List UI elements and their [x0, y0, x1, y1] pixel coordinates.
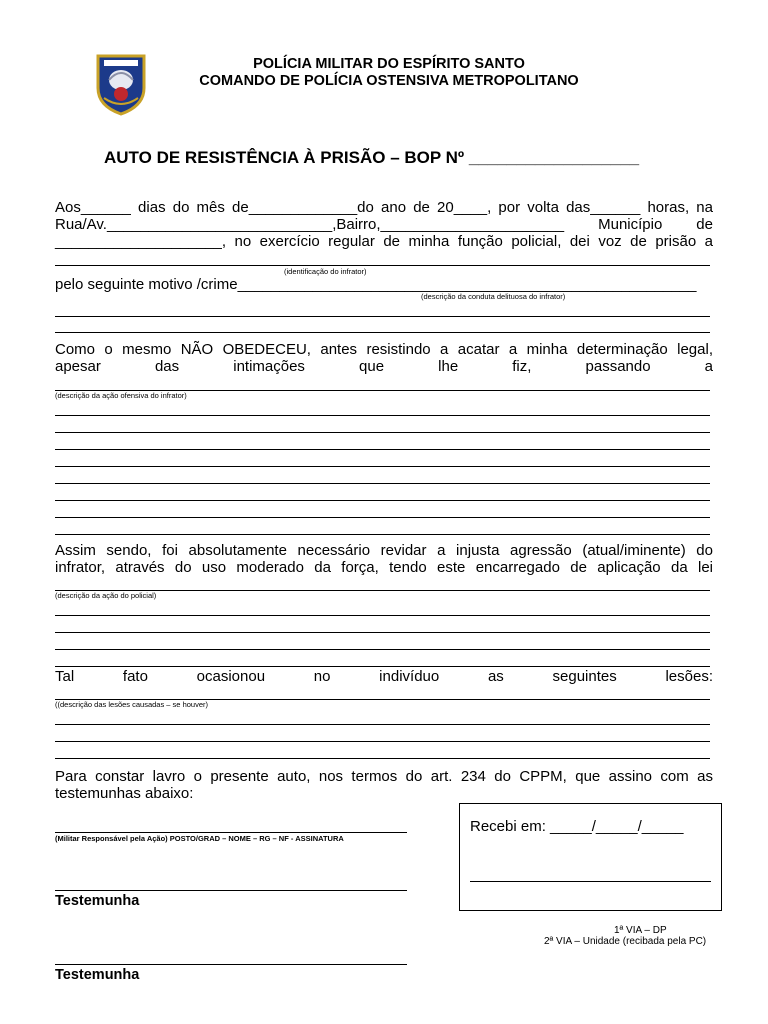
caption-conduta: (descrição da conduta delituosa do infrator)	[421, 292, 566, 301]
para1-line4: pelo seguinte motivo /crime_______________________________________________________	[55, 276, 697, 293]
blank-line[interactable]	[55, 415, 710, 416]
blank-line[interactable]	[55, 449, 710, 450]
witness-2-signature-line[interactable]	[55, 964, 407, 965]
blank-line[interactable]	[55, 534, 710, 535]
blank-line[interactable]	[55, 758, 710, 759]
caption-acao-ofensiva: (descrição da ação ofensiva do infrator)	[55, 391, 187, 400]
blank-line[interactable]	[55, 666, 710, 667]
para1-line3: ____________________, no exercício regular de minha função policial, dei voz de prisão a	[55, 233, 713, 250]
blank-line[interactable]	[55, 316, 710, 317]
blank-line[interactable]	[55, 500, 710, 501]
para5-line2: testemunhas abaixo:	[55, 785, 194, 802]
para1-line1: Aos______ dias do mês de_____________do ano de 20____, por volta das______ horas, na	[55, 199, 713, 216]
para2-line2: apesar das intimações que lhe fiz, passando a	[55, 358, 713, 375]
receipt-box	[459, 803, 722, 911]
blank-line[interactable]	[55, 741, 710, 742]
blank-line[interactable]	[55, 724, 710, 725]
caption-acao-policial: (descrição da ação do policial)	[55, 591, 157, 600]
responsible-signature-caption: (Militar Responsável pela Ação) POSTO/GRAD – NOME – RG – NF - ASSINATURA	[55, 834, 344, 843]
document-header	[0, 56, 768, 90]
witness-1-signature-line[interactable]	[55, 890, 407, 891]
blank-line[interactable]	[55, 483, 710, 484]
blank-line[interactable]	[55, 432, 710, 433]
para3-line2: infrator, através do uso moderado da força, tendo este encarregado de aplicação da lei	[55, 559, 713, 576]
caption-identificacao: (identificação do infrator)	[284, 267, 367, 276]
blank-line[interactable]	[55, 466, 710, 467]
para3-line1: Assim sendo, foi absolutamente necessário revidar a injusta agressão (atual/iminente) do	[55, 542, 713, 559]
blank-line[interactable]	[55, 632, 710, 633]
blank-line[interactable]	[55, 332, 710, 333]
receipt-date-label[interactable]: Recebi em: _____/_____/_____	[470, 818, 684, 835]
via-1-label: 1ª VIA – DP	[614, 925, 667, 936]
blank-line[interactable]	[55, 649, 710, 650]
receipt-signature-line[interactable]	[470, 881, 711, 882]
document-title: AUTO DE RESISTÊNCIA À PRISÃO – BOP Nº __________________	[104, 148, 640, 167]
para4-line1: Tal fato ocasionou no indivíduo as seguintes lesões:	[55, 668, 713, 685]
para5-line1: Para constar lavro o presente auto, nos termos do art. 234 do CPPM, que assino com as	[55, 768, 713, 785]
para1-line2: Rua/Av.___________________________,Bairro,______________________ Município de	[55, 216, 713, 233]
witness-2-label: Testemunha	[55, 967, 140, 983]
via-2-label: 2ª VIA – Unidade (recibada pela PC)	[544, 936, 707, 947]
blank-line[interactable]	[55, 265, 710, 266]
header-line-1: POLÍCIA MILITAR DO ESPÍRITO SANTO	[253, 56, 525, 72]
header-line-2: COMANDO DE POLÍCIA OSTENSIVA METROPOLITANO	[199, 73, 579, 89]
caption-lesoes: ((descrição das lesões causadas – se houver)	[55, 700, 208, 709]
witness-1-label: Testemunha	[55, 893, 140, 909]
blank-line[interactable]	[55, 615, 710, 616]
para2-line1: Como o mesmo NÃO OBEDECEU, antes resistindo a acatar a minha determinação legal,	[55, 341, 713, 358]
blank-line[interactable]	[55, 517, 710, 518]
responsible-signature-line[interactable]	[55, 832, 407, 833]
